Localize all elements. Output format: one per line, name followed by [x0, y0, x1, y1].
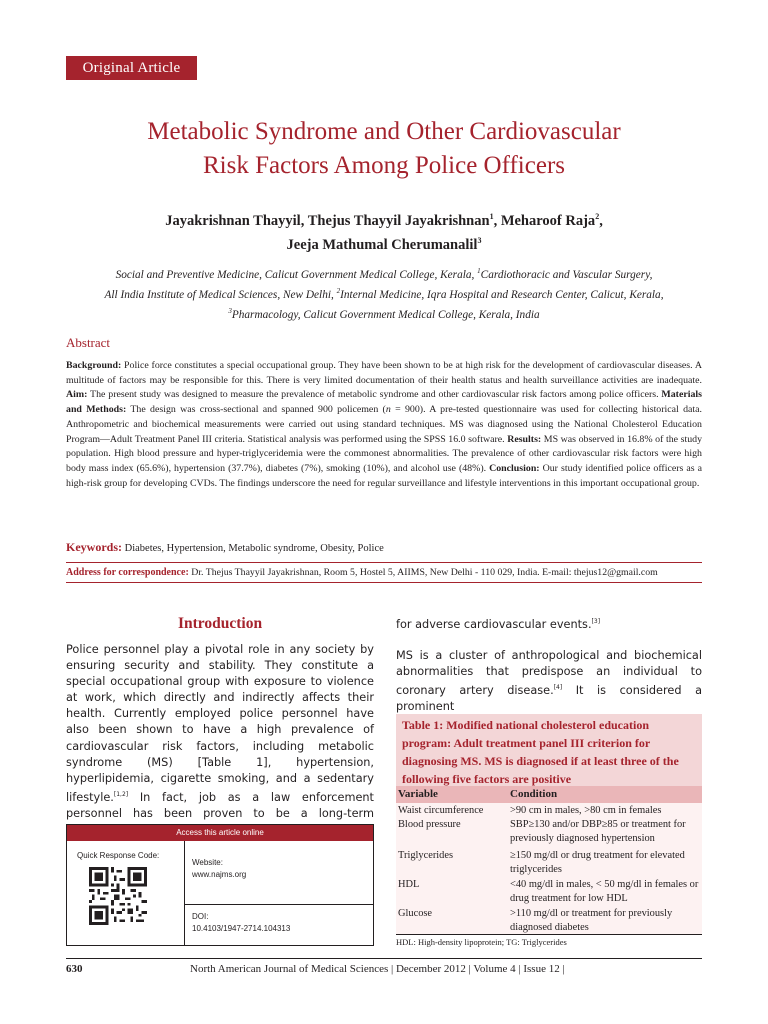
table-cell-condition: SBP≥130 and/or DBP≥85 or treatment for previously diagnosed hypertension — [510, 819, 686, 844]
affiliation-part-2: Cardiothoracic and Vascular Surgery, — [480, 268, 653, 281]
results-text: MS was observed in 16.8% of the study population. High blood pressure and hyper-triglyceridemia were the commonest abnormalities. The prevalence of other cardiovascular risk factors were high body mass index (65.6%), hypertension (37.7%), diabetes (7%), smoking (10%), and alcohol use (48%). — [66, 433, 703, 474]
table-cell-condition: <40 mg/dl in males, < 50 mg/dl in females or drug treatment for low HDL — [510, 879, 699, 904]
introduction-paragraph — [66, 642, 374, 838]
right-text-2: MS is a cluster of anthropological and biochemical abnormalities that predispose an individual to coronary artery disease. — [396, 649, 702, 697]
website-link[interactable]: www.najms.org — [192, 870, 247, 879]
access-box-divider-horizontal — [184, 904, 373, 905]
title-line-2: Risk Factors Among Police Officers — [203, 152, 565, 179]
affiliation-sup-2: 2 — [336, 286, 341, 295]
author-2: Thejus Thayyil Jayakrishnan — [307, 212, 490, 229]
table-cell-condition: ≥150 mg/dl or drug treatment for elevated triglycerides — [510, 850, 685, 875]
affiliations — [60, 263, 708, 322]
intro-ref: [1,2] — [113, 790, 129, 798]
right-text-1: for adverse cardiovascular events. — [396, 617, 592, 631]
methods-n: n — [385, 404, 391, 416]
affiliation-part-4: Internal Medicine, Iqra Hospital and Research Center, Calicut, Kerala, — [340, 288, 664, 301]
title-line-1: Metabolic Syndrome and Other Cardiovascular — [147, 118, 621, 145]
author-1: Jayakrishnan Thayyil, — [165, 212, 308, 229]
keywords — [66, 539, 702, 557]
table-footnote: HDL: High-density lipoprotein; TG: Triglycerides — [396, 937, 567, 947]
doi-link[interactable]: 10.4103/1947-2714.104313 — [192, 924, 291, 933]
affiliation-part-1: Social and Preventive Medicine, Calicut Government Medical College, Kerala, — [115, 268, 478, 281]
abstract-heading: Abstract — [66, 335, 111, 350]
table-cell-variable: Glucose — [398, 908, 433, 919]
table-cell-variable: HDL — [398, 879, 420, 890]
right-text-3: It is considered a prominent — [396, 683, 702, 714]
keywords-label: Keywords: — [66, 540, 122, 554]
qr-code[interactable] — [89, 867, 147, 925]
footer-rule — [66, 958, 702, 959]
address-text: Dr. Thejus Thayyil Jayakrishnan, Room 5, Hostel 5, AIIMS, New Delhi - 110 029, India. E-mail: thejus12@gmail.com — [188, 567, 658, 578]
article-title — [40, 115, 728, 183]
page-number: 630 — [66, 963, 83, 975]
address-rule-top — [66, 562, 702, 563]
aim-text: The present study was designed to measure the prevalence of metabolic syndrome and other cardiovascular risk factors among police officers. — [87, 389, 662, 401]
methods-text-2: = 900). A pre-tested questionnaire was used for collecting historical data. Anthropometric and biochemical measurements were carried out using standard techniques. MS was diagnosed using the National Cholesterol Education Program—Adult Treatment Panel III criteria. Statistical analysis was performed using the SPSS 16.0 software. — [66, 404, 703, 445]
methods-label: Materials and Methods: — [66, 389, 702, 416]
author-list — [40, 207, 728, 255]
table-caption: Table 1: Modified national cholesterol education program: Adult treatment panel III criterion for diagnosing MS. MS is diagnosed if at least three of the following five factors are positive — [396, 714, 702, 786]
article-type-badge: Original Article — [66, 56, 197, 80]
doi-label: DOI: — [192, 912, 209, 921]
table-header-row — [396, 786, 702, 803]
introduction-heading: Introduction — [177, 615, 263, 632]
author-3-sup: 2 — [595, 212, 600, 221]
website-label: Website: — [192, 858, 223, 867]
qr-code-label: Quick Response Code: — [77, 851, 160, 860]
address-rule-bottom — [66, 582, 702, 583]
table-cell-variable: Blood pressure — [398, 819, 461, 830]
right-ref-2: [4] — [553, 684, 563, 692]
author-4: Jeeja Mathumal Cherumanalil — [286, 236, 478, 253]
author-2-sup: 1 — [489, 212, 494, 221]
right-ref-1: [3] — [591, 618, 601, 625]
table-header-variable: Variable — [398, 788, 438, 800]
address-label: Address for correspondence: — [66, 567, 189, 578]
author-3: , Meharoof Raja — [493, 212, 596, 229]
conclusion-text: Our study identified police officers as a high-risk group for developing CVDs. The findings underscore the need for regular surveillance and lifestyle interventions in this important occupational group. — [66, 462, 702, 489]
access-article-box — [66, 824, 374, 946]
correspondence-address — [66, 566, 702, 580]
table-cell-variable: Triglycerides — [398, 850, 454, 861]
conclusion-label: Conclusion: — [489, 462, 540, 474]
access-box-divider-vertical — [184, 841, 185, 945]
affiliation-sup-1: 1 — [477, 267, 481, 275]
ms-paragraph — [396, 648, 702, 715]
intro-text-2: In fact, job as a law enforcement personnel has been proven to be a long-term — [66, 790, 374, 820]
journal-footer: North American Journal of Medical Sciences | December 2012 | Volume 4 | Issue 12 | — [190, 963, 565, 975]
results-label: Results: — [507, 433, 542, 445]
author-3-end: , — [599, 212, 603, 229]
right-column-continuation — [396, 614, 702, 633]
access-box-header: Access this article online — [67, 825, 373, 841]
keywords-text: Diabetes, Hypertension, Metabolic syndrome, Obesity, Police — [122, 543, 384, 554]
affiliation-sup-3: 3 — [228, 306, 232, 315]
aim-label: Aim: — [66, 389, 88, 401]
affiliation-part-3: All India Institute of Medical Sciences, New Delhi, — [104, 288, 337, 301]
table-cell-condition: >110 mg/dl or treatment for previously diagnosed diabetes — [510, 908, 673, 933]
background-label: Background: — [66, 360, 122, 371]
table-cell-variable: Waist circumference — [398, 805, 484, 816]
table-bottom-rule — [396, 934, 702, 935]
abstract-body — [66, 359, 702, 491]
methods-text-1: The design was cross-sectional and spanned 900 policemen ( — [126, 404, 386, 416]
table-header-condition: Condition — [510, 788, 558, 800]
table-cell-condition: >90 cm in males, >80 cm in females — [510, 805, 662, 816]
affiliation-part-5: Pharmacology, Calicut Government Medical College, Kerala, India — [231, 308, 540, 321]
intro-text-1: Police personnel play a pivotal role in any society by ensuring security and stability. They constitute a special occupational group with exposure to violence at work, which directly and indirectly affects their health. Currently employed police personnel have also been shown to have a high prevalence of cardiovascular risk factors, including metabolic syndrome (MS) [Table 1], hypertension, hyperlipidemia, cigarette smoking, and a sedentary lifestyle. — [66, 643, 374, 804]
background-text: Police force constitutes a special occupational group. They have been shown to be at high risk for the development of cardiovascular diseases. A multitude of factors may be responsible for this. There is very limited documentation of their health status and health surveillance activities are inadequate. — [66, 360, 702, 386]
author-4-sup: 3 — [477, 235, 482, 245]
table-body — [396, 803, 702, 934]
